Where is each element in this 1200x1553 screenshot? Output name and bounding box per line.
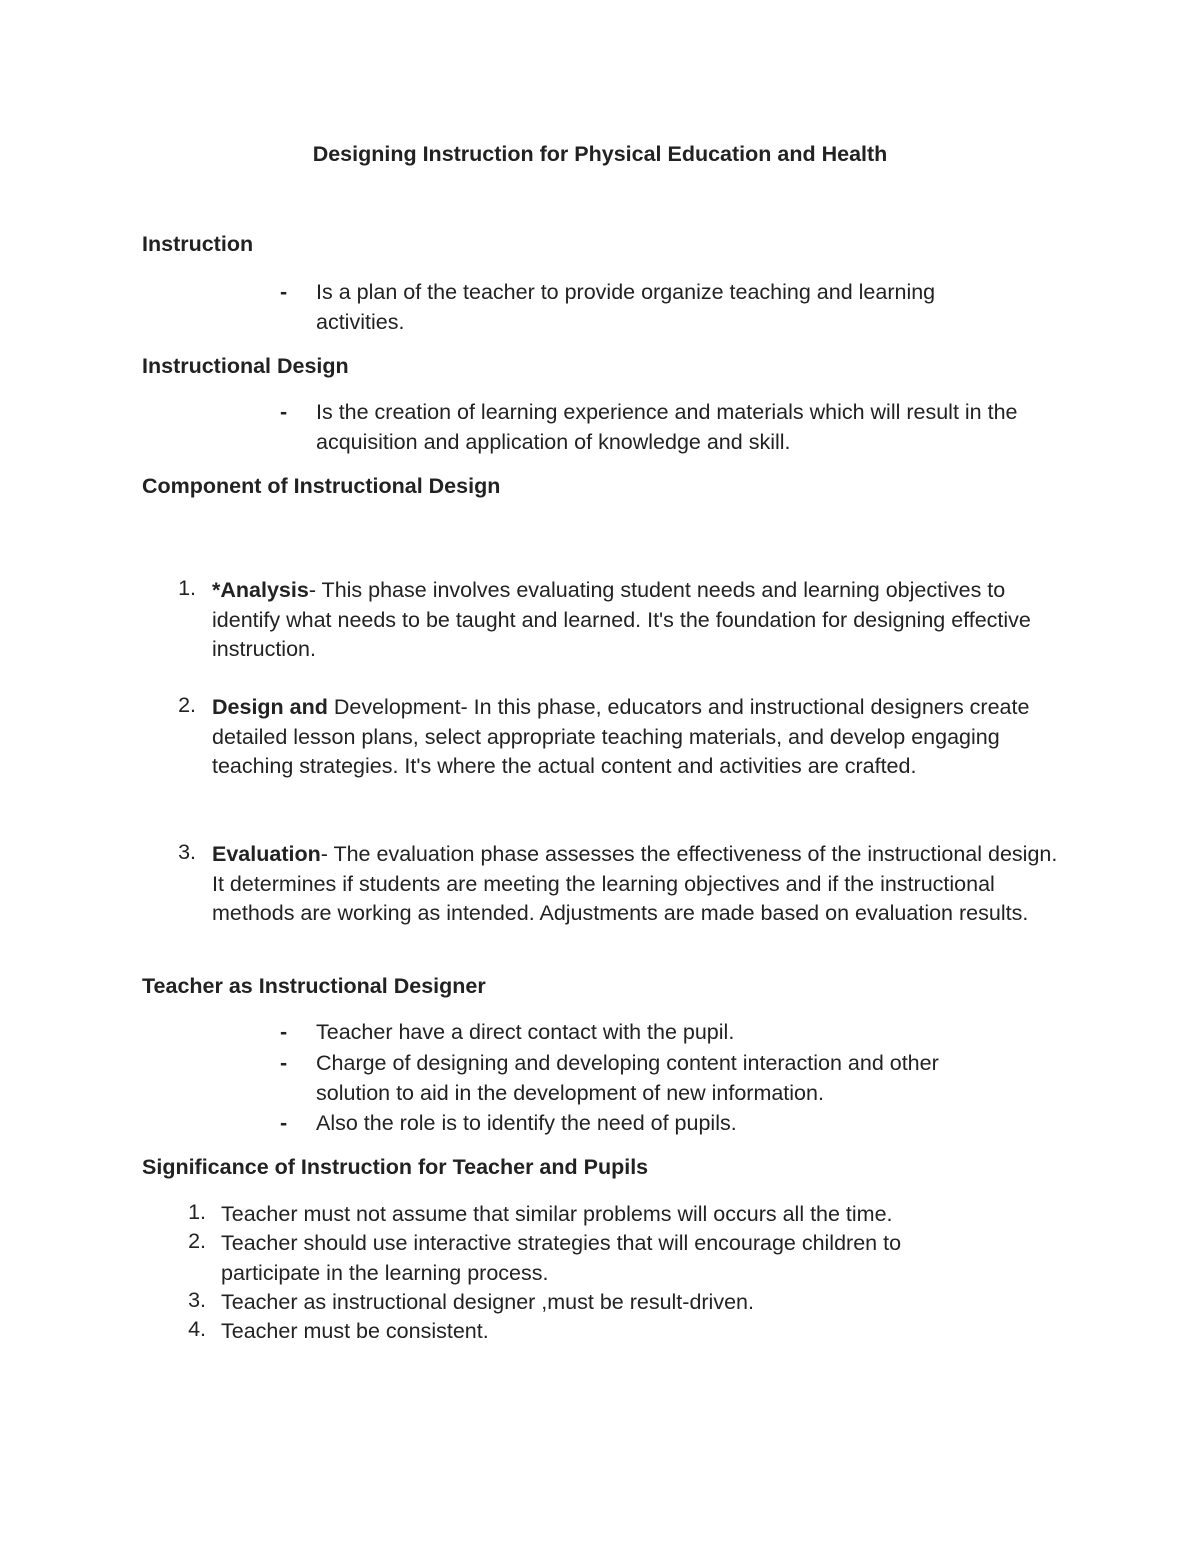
component-analysis xyxy=(212,576,1067,665)
bullet-marker: - xyxy=(280,1111,288,1135)
heading-instructional-design: Instructional Design xyxy=(142,354,349,378)
instruction-definition: Is a plan of the teacher to provide organize teaching and learning activities. xyxy=(316,280,936,334)
bullet-marker: - xyxy=(280,1051,288,1075)
component-label: Design and xyxy=(212,695,328,719)
teacher-designer-point: Teacher have a direct contact with the pupil. xyxy=(316,1020,735,1044)
component-description: - The evaluation phase assesses the effectiveness of the instructional design. It determines if students are meeting the learning objectives and if the instructional methods are working as intended. Adjustments are made based on evaluation results. xyxy=(212,842,1058,925)
component-design-development xyxy=(212,693,1052,782)
list-number: 2. xyxy=(178,693,196,717)
list-number: 3. xyxy=(188,1288,206,1312)
bullet-marker: - xyxy=(280,1020,288,1044)
component-label: *Analysis xyxy=(212,578,309,602)
heading-significance: Significance of Instruction for Teacher and Pupils xyxy=(142,1155,649,1179)
teacher-designer-point: Also the role is to identify the need of pupils. xyxy=(316,1111,737,1135)
teacher-designer-point: Charge of designing and developing content interaction and other solution to aid in the development of new information. xyxy=(316,1051,939,1105)
component-description: Development- In this phase, educators and instructional designers create detailed lesson plans, select appropriate teaching materials, and develop engaging teaching strategies. It's where the actual content and activities are crafted. xyxy=(212,695,1030,778)
document-title: Designing Instruction for Physical Education and Health xyxy=(312,142,888,166)
list-number: 4. xyxy=(188,1317,206,1341)
bullet-marker: - xyxy=(280,400,288,424)
list-number: 1. xyxy=(188,1200,206,1224)
list-number: 3. xyxy=(178,840,196,864)
heading-instruction: Instruction xyxy=(142,232,254,256)
list-number: 2. xyxy=(188,1229,206,1253)
list-number: 1. xyxy=(178,576,196,600)
component-label: Evaluation xyxy=(212,842,321,866)
heading-components: Component of Instructional Design xyxy=(142,474,501,498)
component-description: - This phase involves evaluating student needs and learning objectives to identify what needs to be taught and learned. It's the foundation for designing effective instruction. xyxy=(212,578,1031,661)
significance-item: Teacher must not assume that similar problems will occurs all the time. xyxy=(221,1202,893,1226)
heading-teacher-designer: Teacher as Instructional Designer xyxy=(142,974,486,998)
significance-item: Teacher as instructional designer ,must be result-driven. xyxy=(221,1290,754,1314)
bullet-marker: - xyxy=(280,280,288,304)
instructional-design-definition: Is the creation of learning experience and materials which will result in the acquisition and application of knowledge and skill. xyxy=(316,400,1018,454)
significance-item: Teacher must be consistent. xyxy=(221,1319,489,1343)
significance-item: Teacher should use interactive strategies that will encourage children to participate in the learning process. xyxy=(221,1231,902,1285)
component-evaluation xyxy=(212,840,1067,929)
